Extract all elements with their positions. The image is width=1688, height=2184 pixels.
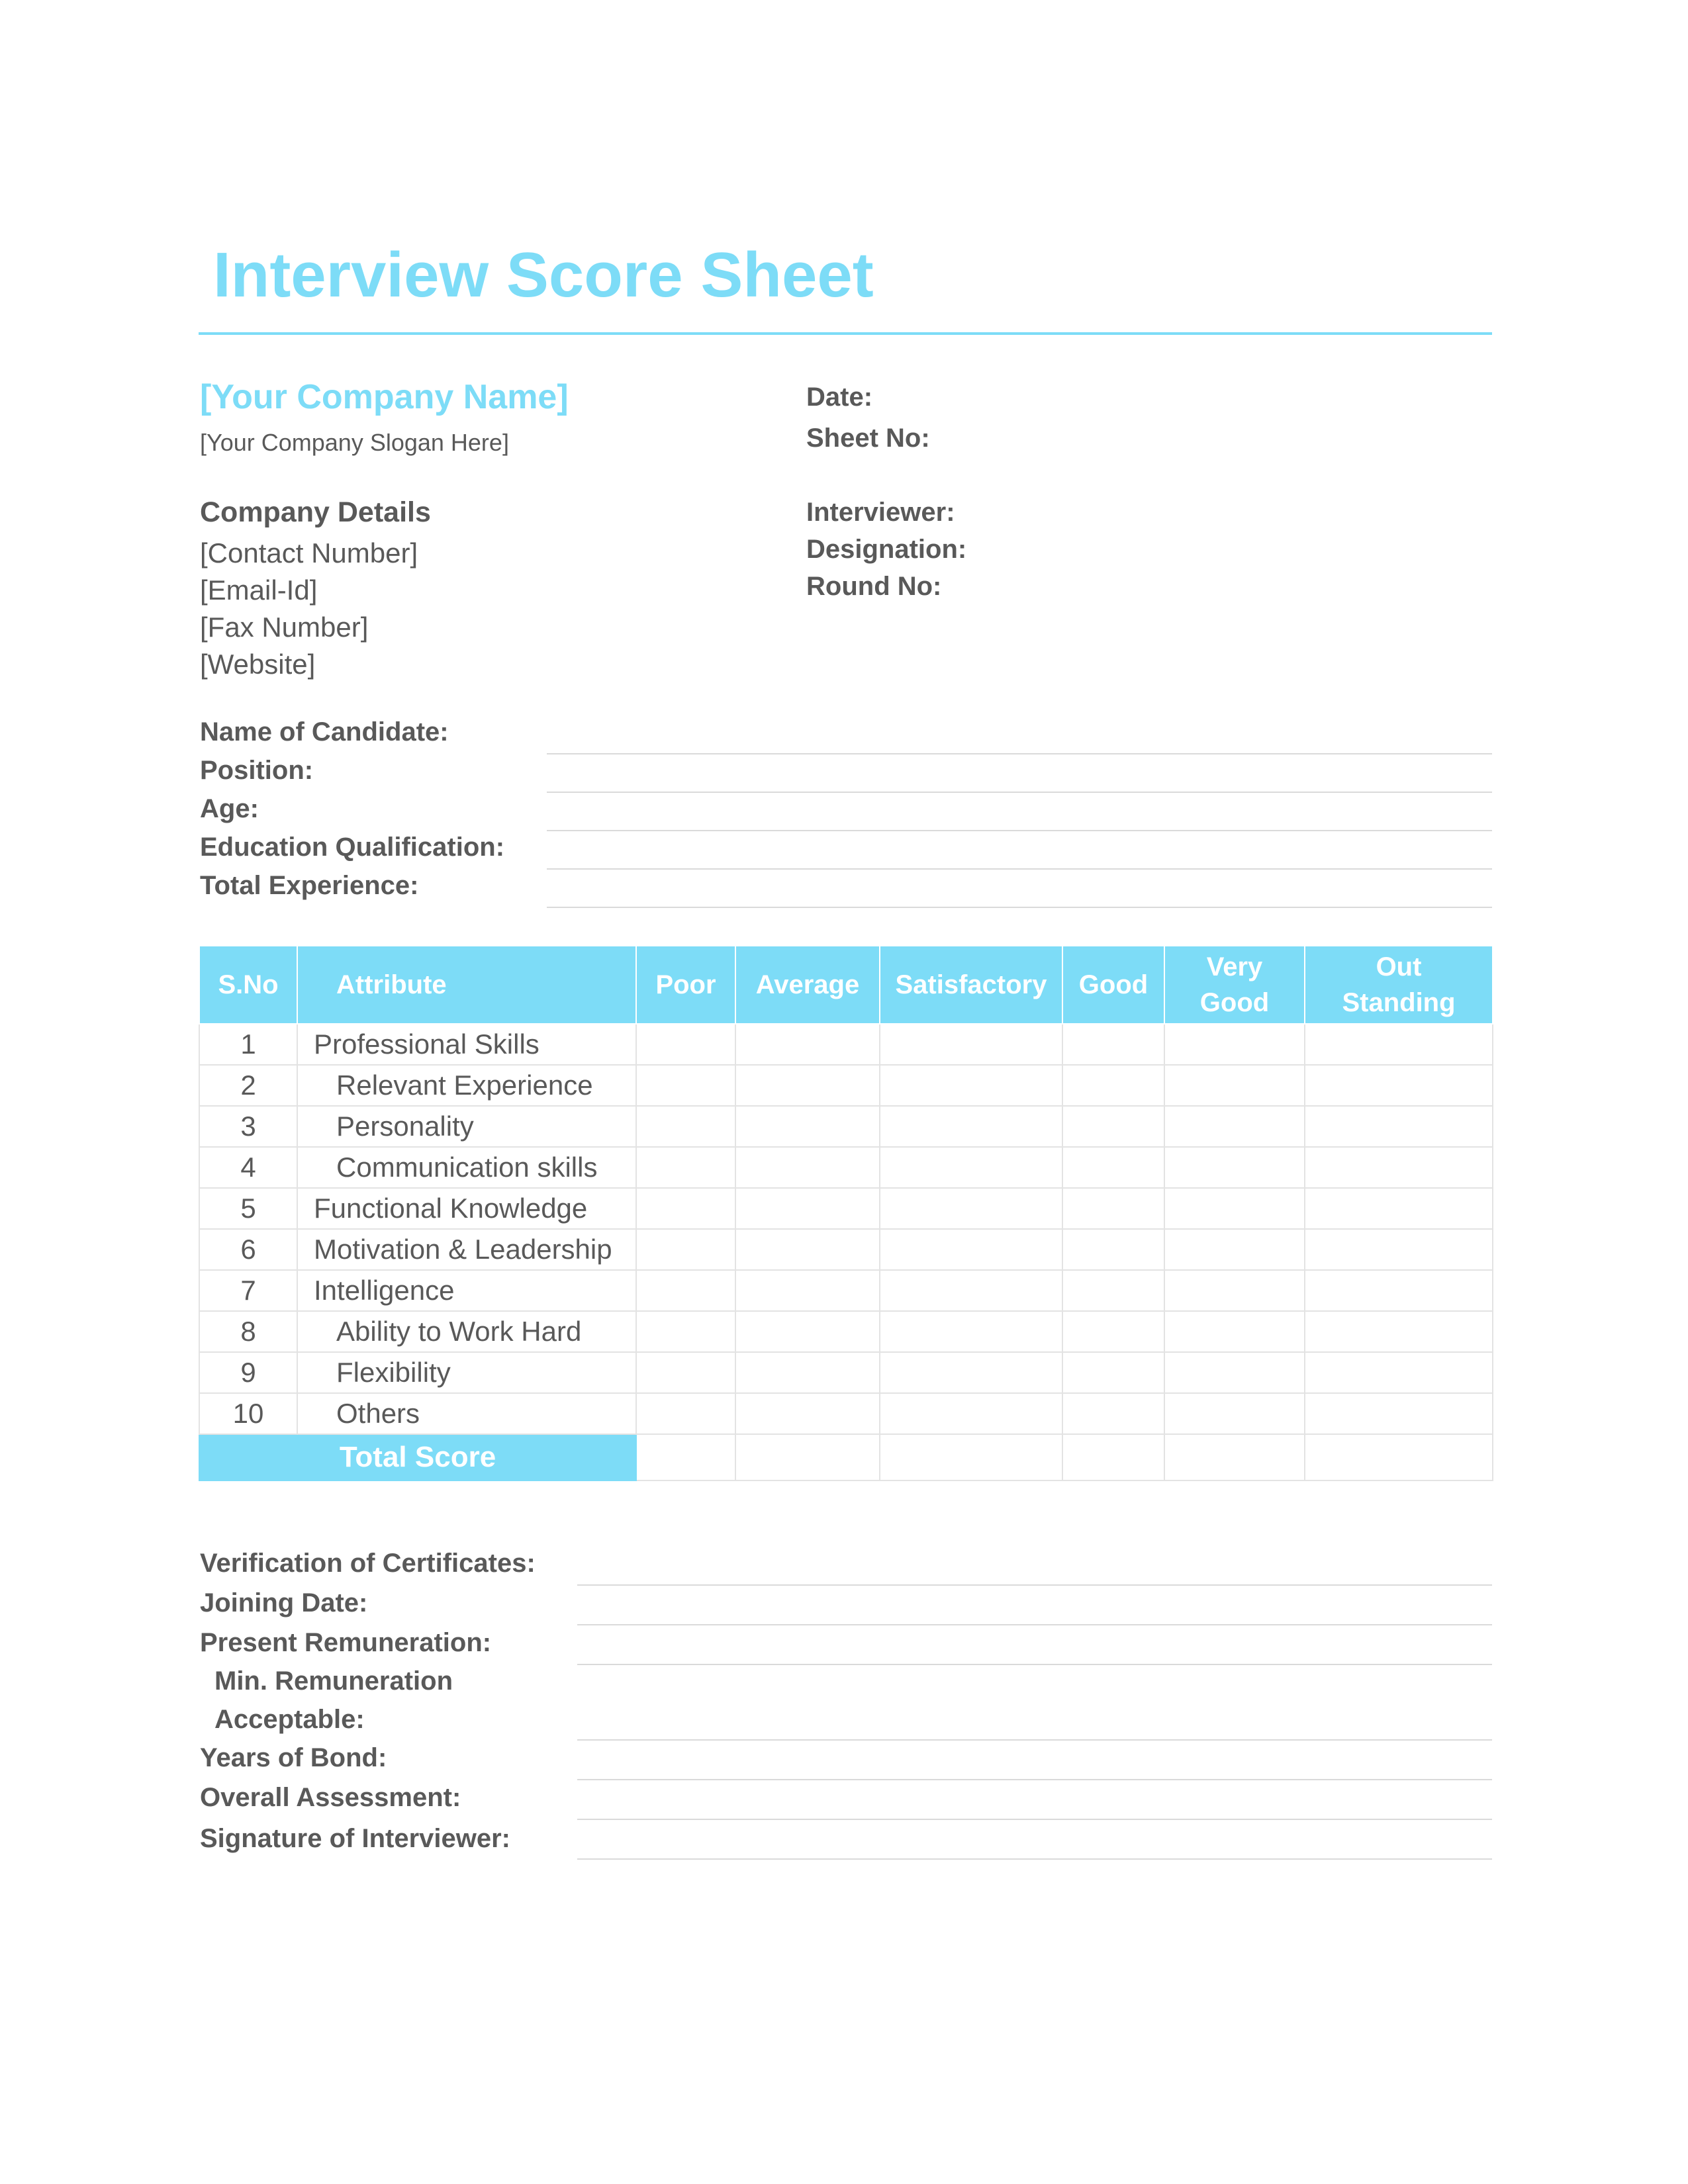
table-row (199, 1270, 1493, 1311)
verification-field[interactable] (577, 1584, 1492, 1586)
score-cell-outstanding[interactable] (1305, 1311, 1493, 1352)
total-cell-very-good[interactable] (1164, 1434, 1305, 1480)
score-cell-average[interactable] (735, 1270, 880, 1311)
score-cell-very-good[interactable] (1164, 1065, 1305, 1106)
email-id: [Email-Id] (200, 574, 318, 606)
education-label: Education Qualification: (200, 833, 505, 862)
score-cell-average[interactable] (735, 1065, 880, 1106)
page-title: Interview Score Sheet (213, 240, 874, 310)
score-cell-good[interactable] (1062, 1352, 1164, 1393)
row-attribute: Ability to Work Hard (297, 1311, 636, 1352)
score-cell-good[interactable] (1062, 1311, 1164, 1352)
score-cell-average[interactable] (735, 1311, 880, 1352)
row-sno: 4 (199, 1147, 297, 1188)
table-row (199, 1393, 1493, 1434)
score-cell-very-good[interactable] (1164, 1270, 1305, 1311)
signature-field[interactable] (577, 1858, 1492, 1860)
score-cell-poor[interactable] (636, 1229, 735, 1270)
row-attribute: Functional Knowledge (297, 1188, 636, 1229)
header-very-good-line2: Good (1199, 988, 1270, 1017)
contact-number: [Contact Number] (200, 537, 418, 569)
score-cell-good[interactable] (1062, 1024, 1164, 1065)
score-cell-outstanding[interactable] (1305, 1393, 1493, 1434)
score-cell-very-good[interactable] (1164, 1393, 1305, 1434)
score-cell-satisfactory[interactable] (880, 1393, 1062, 1434)
row-attribute: Communication skills (297, 1147, 636, 1188)
score-cell-outstanding[interactable] (1305, 1229, 1493, 1270)
min-remuneration-label-line2: Acceptable: (214, 1705, 365, 1734)
row-sno: 5 (199, 1188, 297, 1229)
score-cell-satisfactory[interactable] (880, 1024, 1062, 1065)
date-label: Date: (806, 383, 873, 412)
score-cell-satisfactory[interactable] (880, 1311, 1062, 1352)
score-cell-average[interactable] (735, 1024, 880, 1065)
years-of-bond-label: Years of Bond: (200, 1743, 387, 1772)
score-cell-very-good[interactable] (1164, 1352, 1305, 1393)
interviewer-label: Interviewer: (806, 498, 955, 527)
row-sno: 8 (199, 1311, 297, 1352)
score-cell-average[interactable] (735, 1352, 880, 1393)
score-cell-good[interactable] (1062, 1393, 1164, 1434)
candidate-name-field[interactable] (547, 753, 1492, 754)
table-row (199, 1229, 1493, 1270)
score-cell-good[interactable] (1062, 1188, 1164, 1229)
score-cell-outstanding[interactable] (1305, 1065, 1493, 1106)
row-attribute: Motivation & Leadership (297, 1229, 636, 1270)
company-slogan: [Your Company Slogan Here] (200, 429, 509, 456)
verification-label: Verification of Certificates: (200, 1549, 536, 1578)
table-header-row (199, 946, 1493, 1024)
header-outstanding-line1: Out (1376, 952, 1422, 981)
score-cell-average[interactable] (735, 1188, 880, 1229)
company-details-list (200, 535, 418, 683)
score-cell-very-good[interactable] (1164, 1188, 1305, 1229)
joining-date-field[interactable] (577, 1624, 1492, 1625)
table-row (199, 1065, 1493, 1106)
header-very-good-line1: Very (1206, 952, 1263, 981)
company-name: [Your Company Name] (200, 378, 569, 416)
score-cell-average[interactable] (735, 1393, 880, 1434)
score-cell-satisfactory[interactable] (880, 1229, 1062, 1270)
score-cell-outstanding[interactable] (1305, 1147, 1493, 1188)
score-cell-very-good[interactable] (1164, 1106, 1305, 1147)
row-sno: 7 (199, 1270, 297, 1311)
table-row (199, 1024, 1493, 1065)
age-label: Age: (200, 794, 259, 823)
min-remuneration-field[interactable] (577, 1739, 1492, 1741)
position-field[interactable] (547, 792, 1492, 793)
header-satisfactory: Satisfactory (880, 946, 1062, 1024)
score-cell-poor[interactable] (636, 1352, 735, 1393)
row-sno: 3 (199, 1106, 297, 1147)
row-sno: 9 (199, 1352, 297, 1393)
total-cell-outstanding[interactable] (1305, 1434, 1493, 1480)
score-cell-good[interactable] (1062, 1270, 1164, 1311)
signature-label: Signature of Interviewer: (200, 1824, 510, 1853)
table-row (199, 1106, 1493, 1147)
experience-field[interactable] (547, 907, 1492, 908)
row-attribute: Professional Skills (297, 1024, 636, 1065)
joining-date-label: Joining Date: (200, 1588, 368, 1617)
score-cell-very-good[interactable] (1164, 1311, 1305, 1352)
years-of-bond-field[interactable] (577, 1779, 1492, 1780)
header-attribute: Attribute (297, 946, 636, 1024)
score-cell-outstanding[interactable] (1305, 1352, 1493, 1393)
score-cell-average[interactable] (735, 1229, 880, 1270)
experience-label: Total Experience: (200, 871, 419, 900)
total-score-label: Total Score (199, 1434, 636, 1480)
overall-assessment-label: Overall Assessment: (200, 1783, 461, 1812)
score-cell-very-good[interactable] (1164, 1024, 1305, 1065)
score-cell-good[interactable] (1062, 1065, 1164, 1106)
row-sno: 1 (199, 1024, 297, 1065)
title-divider (199, 332, 1492, 335)
candidate-name-label: Name of Candidate: (200, 717, 449, 747)
score-cell-poor[interactable] (636, 1270, 735, 1311)
score-cell-average[interactable] (735, 1147, 880, 1188)
designation-label: Designation: (806, 535, 967, 564)
header-outstanding (1305, 946, 1493, 1024)
present-remuneration-field[interactable] (577, 1664, 1492, 1665)
score-cell-poor[interactable] (636, 1065, 735, 1106)
score-cell-very-good[interactable] (1164, 1147, 1305, 1188)
present-remuneration-label: Present Remuneration: (200, 1628, 492, 1657)
score-cell-satisfactory[interactable] (880, 1147, 1062, 1188)
score-cell-poor[interactable] (636, 1106, 735, 1147)
total-cell-good[interactable] (1062, 1434, 1164, 1480)
score-cell-poor[interactable] (636, 1393, 735, 1434)
score-cell-satisfactory[interactable] (880, 1352, 1062, 1393)
score-cell-outstanding[interactable] (1305, 1024, 1493, 1065)
total-score-row (199, 1434, 1493, 1480)
round-no-label: Round No: (806, 572, 942, 601)
row-attribute: Others (297, 1393, 636, 1434)
table-row (199, 1147, 1493, 1188)
table-row (199, 1188, 1493, 1229)
score-cell-satisfactory[interactable] (880, 1065, 1062, 1106)
score-cell-average[interactable] (735, 1106, 880, 1147)
row-sno: 2 (199, 1065, 297, 1106)
score-cell-good[interactable] (1062, 1229, 1164, 1270)
header-sno: S.No (199, 946, 297, 1024)
overall-assessment-field[interactable] (577, 1819, 1492, 1820)
score-cell-poor[interactable] (636, 1188, 735, 1229)
row-sno: 6 (199, 1229, 297, 1270)
table-row (199, 1352, 1493, 1393)
education-field[interactable] (547, 868, 1492, 870)
score-cell-outstanding[interactable] (1305, 1188, 1493, 1229)
row-attribute: Flexibility (297, 1352, 636, 1393)
score-cell-very-good[interactable] (1164, 1229, 1305, 1270)
total-cell-average[interactable] (735, 1434, 880, 1480)
score-cell-poor[interactable] (636, 1311, 735, 1352)
total-cell-satisfactory[interactable] (880, 1434, 1062, 1480)
row-attribute: Relevant Experience (297, 1065, 636, 1106)
row-attribute: Intelligence (297, 1270, 636, 1311)
header-average: Average (735, 946, 880, 1024)
score-cell-satisfactory[interactable] (880, 1270, 1062, 1311)
row-sno: 10 (199, 1393, 297, 1434)
header-poor: Poor (636, 946, 735, 1024)
score-cell-satisfactory[interactable] (880, 1106, 1062, 1147)
sheet-no-label: Sheet No: (806, 424, 930, 453)
score-cell-outstanding[interactable] (1305, 1270, 1493, 1311)
table-row (199, 1311, 1493, 1352)
header-outstanding-line2: Standing (1342, 988, 1456, 1017)
score-cell-poor[interactable] (636, 1147, 735, 1188)
score-cell-poor[interactable] (636, 1024, 735, 1065)
age-field[interactable] (547, 830, 1492, 831)
header-good: Good (1062, 946, 1164, 1024)
fax-number: [Fax Number] (200, 612, 369, 643)
header-very-good (1164, 946, 1305, 1024)
row-attribute: Personality (297, 1106, 636, 1147)
score-table (199, 945, 1493, 1481)
total-cell-poor[interactable] (636, 1434, 735, 1480)
score-cell-good[interactable] (1062, 1147, 1164, 1188)
company-details-heading: Company Details (200, 496, 431, 528)
min-remuneration-label-line1: Min. Remuneration (214, 1666, 453, 1696)
website: [Website] (200, 649, 316, 680)
score-cell-good[interactable] (1062, 1106, 1164, 1147)
position-label: Position: (200, 756, 314, 785)
score-cell-satisfactory[interactable] (880, 1188, 1062, 1229)
score-cell-outstanding[interactable] (1305, 1106, 1493, 1147)
